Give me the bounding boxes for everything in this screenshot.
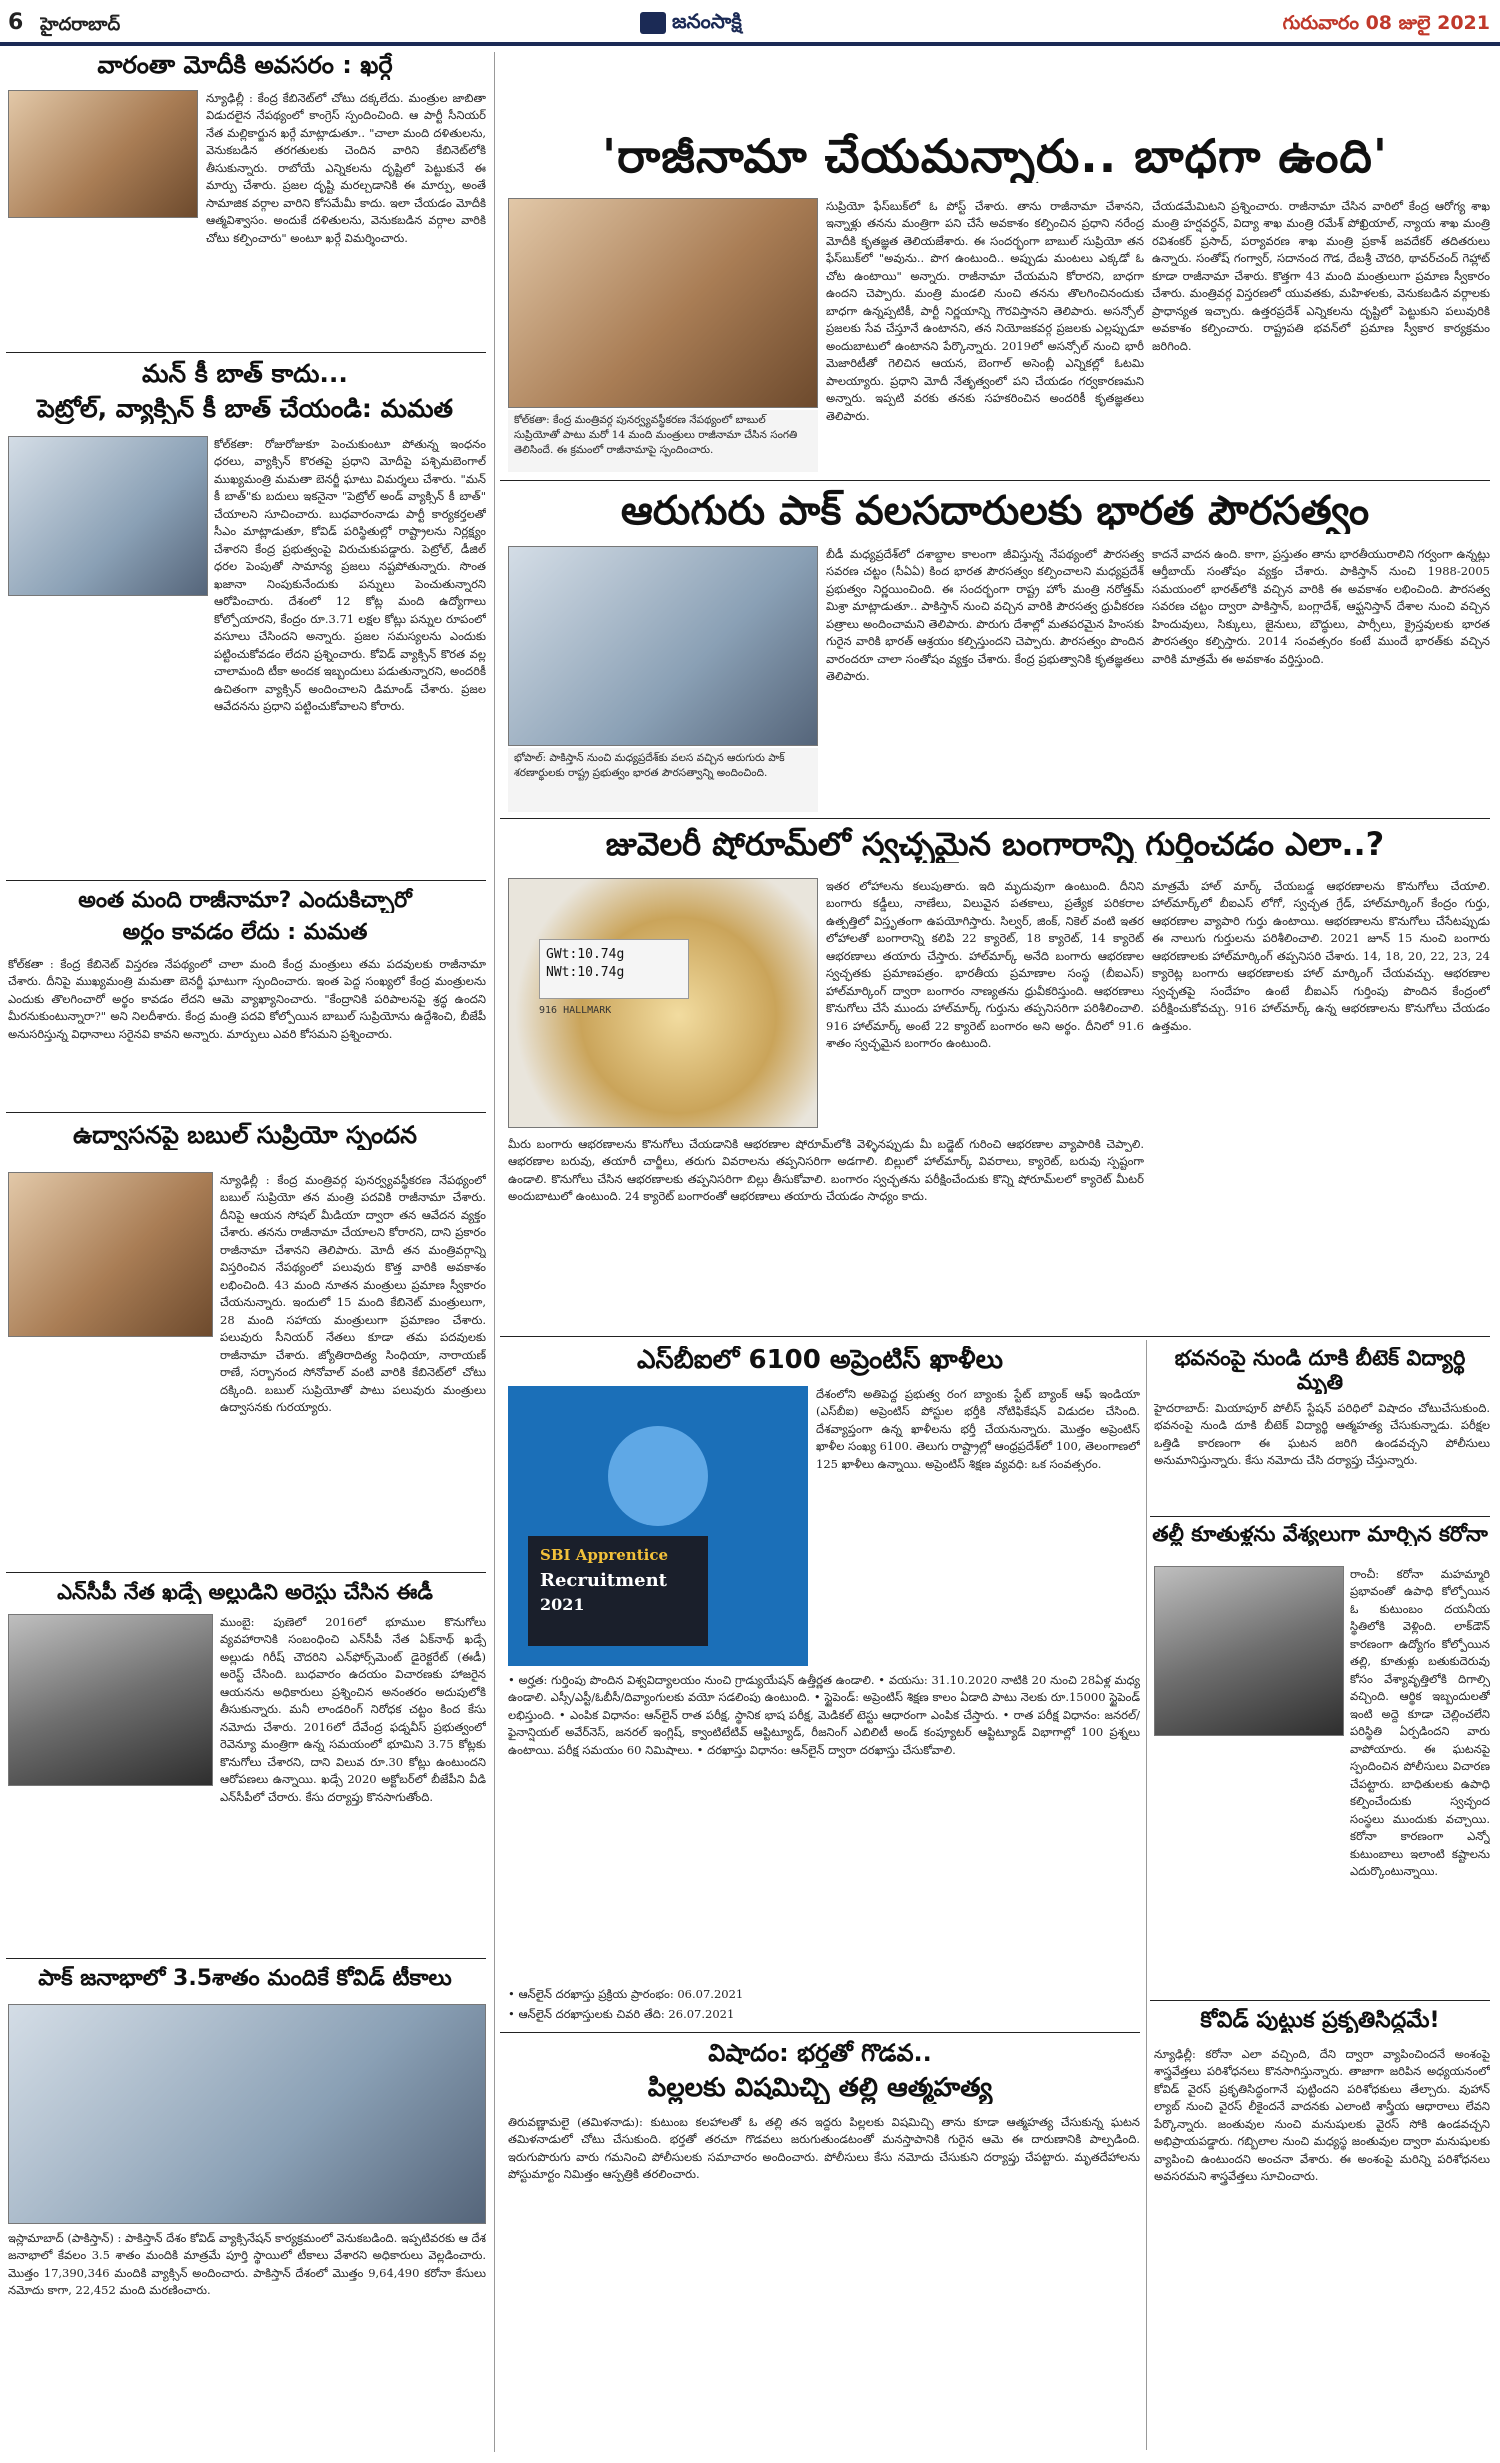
- gold-headline: జువెలరీ షోరూమ్‌లో స్వచ్ఛమైన బంగారాన్ని గుర్తించడం ఎలా..?: [605, 826, 1385, 863]
- sbi-headline: ఎస్‌బీఐలో 6100 అప్రెంటిస్ ఖాళీలు: [636, 1346, 1004, 1375]
- header-rule: [0, 42, 1500, 46]
- page-city: హైదరాబాద్: [40, 14, 121, 35]
- vishadam-body: తిరువణ్ణామలై (తమిళనాడు): కుటుంబ కలహాలతో ఓ తల్లి తన ఇద్దరు పిల్లలకు విషమిచ్చి తాను కూడా ఆత్మహత్య చేసుకున్న ఘటన తమిళనాడులో చోటు చేసుకుంది. భర్తతో తరచూ గొడవలు జరుగుతుండటంతో మనస్తాపానికి గురైన ఆమె ఈ దారుణానికి పాల్పడింది. ఇరుగుపొరుగు వారు గమనించి పోలీసులకు సమాచారం అందించారు. పోలీసులు కేసు నమోదు చేసుకుని దర్యాప్తు చేపట్టారు. మృతదేహాలను పోస్టుమార్టం నిమిత్తం ఆస్పత్రికి తరలించారు.: [508, 2115, 1140, 2182]
- mamata1-headline-2: పెట్రోల్, వ్యాక్సిన్ కీ బాత్ చేయండి: మమత: [37, 395, 453, 423]
- divider: [6, 1958, 486, 1959]
- pak-refugee-body: బీడీ మధ్యప్రదేశ్‌లో దశాబ్దాల కాలంగా జీవిస్తున్న నేపథ్యంలో పౌరసత్వ సవరణ చట్టం (సీఏఏ) కింద భారత పౌరసత్వం కల్పించాలని మధ్యప్రదేశ్ ప్రభుత్వం నిర్ణయించింది. ఈ సందర్భంగా రాష్ట్ర హోం మంత్రి నరోత్తమ్ మిశ్రా మాట్లాడుతూ.. పాకిస్తాన్ నుంచి వచ్చిన వారికి పౌరసత్వ ధ్రువీకరణ పత్రాలు అందించామని తెలిపారు. పొరుగు దేశాల్లో మతపరమైన హింసకు గురైన వారికి భారత్ ఆశ్రయం కల్పిస్తుందని చెప్పారు. పౌరసత్వం పొందిన వారందరూ చాలా సంతోషం వ్యక్తం చేశారు. కేంద్ర ప్రభుత్వానికి కృతజ్ఞతలు తెలిపారు.: [826, 547, 1144, 684]
- mamata1-body: కోల్‌కతా: రోజురోజుకూ పెంచుకుంటూ పోతున్న ఇంధనం ధరలు, వ్యాక్సిన్ కొరతపై ప్రధాని మోదీపై పశ్చిమబెంగాల్ ముఖ్యమంత్రి మమతా బెనర్జీ ఘాటు విమర్శలు చేశారు. "మన్ కీ బాత్‌"కు బదులు ఇకనైనా "పెట్రోల్ అండ్ వ్యాక్సిన్ కీ బాత్" చేయాలని సూచించారు. బుధవారంనాడు పార్టీ కార్యకర్తలతో సీఎం మాట్లాడుతూ, కోవిడ్ పరిస్థితుల్లో రాష్ట్రాలను నిర్లక్ష్యం చేశారని కేంద్ర ప్రభుత్వంపై విరుచుకుపడ్డారు. పెట్రోల్, డీజిల్ ధరల పెంపుతో సామాన్య ప్రజలు నష్టపోతున్నారు. సొంత ఖజానా నింపుకునేందుకు పన్నులు పెంచుతున్నారని ఆరోపించారు. దేశంలో 12 కోట్ల మంది ఉద్యోగాలు కోల్పోయారని, కేంద్రం రూ.3.71 లక్షల కోట్లు పన్నుల రూపంలో వసూలు చేసిందని అన్నారు. ప్రజల సమస్యలను ఎందుకు పట్టించుకోవడం లేదని ప్రశ్నించారు. కోవిడ్ వ్యాక్సిన్ కొరత వల్ల చాలామంది టీకా అందక ఇబ్బందులు పడుతున్నారని, అందరికీ ఉచితంగా వ్యాక్సిన్ అందించాలని డిమాండ్ చేశారు. ప్రజల ఆవేదనను ప్రధాని పట్టించుకోవాలని కోరారు.: [214, 437, 486, 714]
- gold-tag: [539, 939, 689, 999]
- kharge-body: న్యూఢిల్లీ : కేంద్ర కేబినెట్‌లో చోటు దక్కలేదు. మంత్రుల జాబితా విడుదలైన నేపథ్యంలో కాంగ్రెస్ స్పందించింది. ఆ పార్టీ సీనియర్ నేత మల్లికార్జున ఖర్గే మాట్లాడుతూ.. "చాలా మంది దళితులను, వెనుకబడిన తరగతులకు చెందిన వారిని కేబినెట్‌లోకి తీసుకున్నారు. రాబోయే ఎన్నికలను దృష్టిలో పెట్టుకునే ఈ మార్పు చేశారు. ప్రజల దృష్టి మరల్చడానికి ఈ మార్పు, అంతే సామాజిక వర్గాల వారిని కోసమేమీ కాదు. ఇలా చేయడం మోదీకి ఆత్మవిశ్వాసం. అందుకే దళితులను, వెనుకబడిన వర్గాల వారికి చోటు కల్పించారు" అంటూ ఖర్గే విమర్శించారు.: [206, 91, 486, 245]
- khadse-body: ముంబై: పుణెలో 2016లో భూముల కొనుగోలు వ్యవహారానికి సంబంధించి ఎన్‌సీపీ నేత ఏక్‌నాథ్ ఖడ్సే అల్లుడు గిరీష్ చౌదరిని ఎన్‌ఫోర్స్‌మెంట్ డైరెక్టరేట్ (ఈడీ) అరెస్ట్ చేసింది. బుధవారం ఉదయం విచారణకు హాజరైన ఆయనను అధికారులు ప్రశ్నించిన అనంతరం అదుపులోకి తీసుకున్నారు. మనీ లాండరింగ్ నిరోధక చట్టం కింద కేసు నమోదు చేశారు. 2016లో దేవేంద్ర ఫడ్నవీస్ ప్రభుత్వంలో రెవెన్యూ మంత్రిగా ఉన్న సమయంలో భూమిని 3.75 కోట్లకు కొనుగోలు చేశారని, దాని విలువ రూ.30 కోట్లు ఉంటుందని ఆరోపణలు ఉన్నాయి. ఖడ్సే 2020 అక్టోబర్‌లో బీజేపీని వీడి ఎన్‌సీపీలో చేరారు. కేసు దర్యాప్తు కొనసాగుతోంది.: [220, 1615, 486, 1804]
- btech-headline: భవనంపై నుండి దూకి బీటెక్ విద్యార్థి మృతి: [1174, 1346, 1466, 1395]
- divider: [500, 480, 1490, 481]
- kharge-photo: [8, 90, 198, 218]
- sbi-banner-title: [528, 1536, 708, 1646]
- column-rule: [494, 52, 495, 2452]
- pak-vaccine-body: ఇస్లామాబాద్ (పాకిస్తాన్) : పాకిస్తాన్ దేశం కోవిడ్ వ్యాక్సినేషన్ కార్యక్రమంలో వెనుకబడింది. ఇప్పటివరకు ఆ దేశ జనాభాలో కేవలం 3.5 శాతం మందికి మాత్రమే పూర్తి స్థాయిలో టీకాలు వేశారని అధికారులు వెల్లడించారు. మొత్తం 17,390,346 మందికి వ్యాక్సిన్ అందించారు. పాకిస్తాన్ దేశంలో మొత్తం 9,64,490 కరోనా కేసులు నమోదు కాగా, 22,452 మంది మరణించారు.: [8, 2231, 486, 2298]
- mamata-photo: [8, 436, 208, 596]
- pak-refugee-headline: ఆరుగురు పాక్ వలసదారులకు భారత పౌరసత్వం: [620, 488, 1370, 534]
- pak-vaccine-photo: [8, 2004, 486, 2224]
- corona-women-headline: తల్లీ కూతుళ్లను వేశ్యలుగా మార్చిన కరోనా: [1152, 1522, 1488, 1546]
- vishadam-headline-1: విషాదం: భర్తతో గొడవ..: [708, 2040, 932, 2067]
- babul-side-headline: ఉద్వాసనపై బబుల్ సుప్రియో స్పందన: [73, 1122, 417, 1149]
- babul-main-body: సుప్రియో ఫేస్‌బుక్‌లో ఓ పోస్ట్ చేశారు. తాను రాజీనామా చేశానని, ఇన్నాళ్లు తనను మంత్రిగా పని చేసే అవకాశం కల్పించిన ప్రధాని నరేంద్ర మోదీకి కృతజ్ఞత తెలియజేశారు. ఈ సందర్భంగా బాబుల్ సుప్రియో తన ఫేస్‌బుక్‌లో "అవును.. పొగ ఉంటుంది.. అప్పుడు మంటలు ఎక్కడో ఓ చోట ఉంటాయి" అన్నారు. రాజీనామా చేయమని కోరారని, బాధగా ఉందని చెప్పారు. మంత్రి మండలి నుంచి తనను తొలగించినందుకు బాధగా ఉన్నప్పటికీ, పార్టీ నిర్ణయాన్ని గౌరవిస్తానని తెలిపారు. అసన్సోల్ ప్రజలకు సేవ చేస్తూనే ఉంటానని, తన నియోజకవర్గ ప్రజలకు ఎల్లప్పుడూ అందుబాటులో ఉంటానని పేర్కొన్నారు. 2019లో అసన్సోల్ నుంచి భారీ మెజారిటీతో గెలిచిన ఆయన, బెంగాల్ అసెంబ్లీ ఎన్నికల్లో ఓటమి పాలయ్యారు. ప్రధాని మోదీ నేతృత్వంలో పని చేయడం గర్వకారణమని అన్నారు. ఇప్పటి వరకు తనకు సహకరించిన అందరికీ కృతజ్ఞతలు తెలిపారు.: [826, 199, 1144, 423]
- divider: [500, 1336, 1490, 1337]
- babul-main-caption: కోల్‌కతా: కేంద్ర మంత్రివర్గ పునర్వ్యవస్థీకరణ నేపథ్యంలో బాబుల్ సుప్రియోతో పాటు మరో 14 మంది మంత్రులు రాజీనామా చేసిన సంగతి తెలిసిందే. ఈ క్రమంలో రాజీనామాపై స్పందించారు.: [508, 410, 818, 472]
- pak-refugee-body-2: కాదనే వాదన ఉంది. కాగా, ప్రస్తుతం తాను భారతీయురాలిని గర్వంగా ఉన్నట్లు ఆర్తీబాయ్ సంతోషం వ్యక్తం చేశారు. పాకిస్తాన్ నుంచి 1988-2005 సమయంలో భారత్‌లోకి వచ్చిన వారికి ఈ అవకాశం లభించింది. పౌరసత్వ సవరణ చట్టం ద్వారా పాకిస్తాన్, బంగ్లాదేశ్, ఆఫ్ఘనిస్తాన్ దేశాల నుంచి వచ్చిన హిందువులు, సిక్కులు, జైనులు, బౌద్ధులు, పార్సీలు, క్రైస్తవులకు భారత పౌరసత్వం కల్పిస్తారు. 2014 సంవత్సరం కంటే ముందే భారత్‌కు వచ్చిన వారికి మాత్రమే ఈ అవకాశం వర్తిస్తుంది.: [1152, 547, 1490, 666]
- babul-main-photo: [508, 198, 818, 408]
- sbi-banner-line-3: 2021: [540, 1595, 585, 1614]
- covid-origin-body: న్యూఢిల్లీ: కరోనా ఎలా వచ్చింది, దేని ద్వారా వ్యాపించిందనే అంశంపై శాస్త్రవేత్తలు పరిశోధనలు కొనసాగిస్తున్నారు. తాజాగా జరిపిన అధ్యయనంలో కోవిడ్ వైరస్ ప్రకృతిసిద్ధంగానే పుట్టిందని పరిశోధకులు తేల్చారు. వుహాన్ ల్యాబ్ నుంచి వైరస్ లీకైందనే వాదనకు ఎలాంటి శాస్త్రీయ ఆధారాలు లేవని పేర్కొన్నారు. జంతువుల నుంచి మనుషులకు వైరస్ సోకి ఉండవచ్చని అభిప్రాయపడ్డారు. గబ్బిలాల నుంచి మధ్యస్థ జంతువుల ద్వారా మనుషులకు వ్యాపించి ఉంటుందని అంచనా వేశారు. ఈ అంశంపై మరిన్ని పరిశోధనలు అవసరమని శాస్త్రవేత్తలు సూచించారు.: [1154, 2047, 1490, 2184]
- mamata2-body: కోల్‌కతా : కేంద్ర కేబినెట్ విస్తరణ నేపథ్యంలో చాలా మంది కేంద్ర మంత్రులు తమ పదవులకు రాజీనామా చేశారు. దీనిపై ముఖ్యమంత్రి మమతా బెనర్జీ ఘాటుగా స్పందించారు. ఇంత పెద్ద సంఖ్యలో కేంద్ర మంత్రులను ఎందుకు తొలగించారో అర్థం కావడం లేదని ఆమె వ్యాఖ్యానించారు. "కేంద్రానికి పరిపాలనపై శ్రద్ధ ఉందని మీరనుకుంటున్నారా?" అని నిలదీశారు. కేంద్ర మంత్రి పదవి కోల్పోయిన బాబుల్ సుప్రియోను ఉద్దేశించి, బీజేపీ అనుసరిస్తున్న విధానాలు సరైనవి కావని అన్నారు. మార్పులు ఎవరి కోసమని ప్రశ్నించారు.: [8, 957, 486, 1041]
- masthead-title: జనంసాక్షి: [672, 8, 742, 33]
- masthead-logo-icon: [640, 12, 666, 34]
- sbi-logo-icon: [608, 1426, 708, 1526]
- btech-body: హైదరాబాద్: మియాపూర్ పోలీస్ స్టేషన్ పరిధిలో విషాదం చోటుచేసుకుంది. భవనంపై నుండి దూకి బీటెక్ విద్యార్థి ఆత్మహత్య చేసుకున్నాడు. పరీక్షల ఒత్తిడి కారణంగా ఈ ఘటన జరిగి ఉండవచ్చని పోలీసులు అనుమానిస్తున్నారు. కేసు నమోదు చేసి దర్యాప్తు చేస్తున్నారు.: [1154, 1401, 1490, 1468]
- divider: [500, 2032, 1140, 2033]
- sbi-start-date: • ఆన్‌లైన్ దరఖాస్తు ప్రక్రియ ప్రారంభం: 06.07.2021: [508, 1987, 744, 2001]
- gold-body-3: మాత్రమే హాల్ మార్క్ చేయబడ్డ ఆభరణాలను కొనుగోలు చేయాలి. హాల్‌మార్క్‌లో బీఐఎస్ లోగో, స్వచ్ఛత గ్రేడ్, హాల్‌మార్కింగ్ కేంద్రం గుర్తు, ఆభరణాల వ్యాపారి గుర్తు ఉంటాయి. ఆభరణాలను కొనుగోలు చేసేటప్పుడు ఈ నాలుగు గుర్తులను పరిశీలించాలి. 2021 జూన్ 15 నుంచి బంగారు ఆభరణాలకు హాల్‌మార్కింగ్ తప్పనిసరి చేశారు. 14, 18, 20, 22, 23, 24 క్యారెట్ల బంగారు ఆభరణాలకు హాల్ మార్కింగ్ చేయవచ్చు. ఆభరణాల స్వచ్ఛతపై సందేహం ఉంటే బీఐఎస్ గుర్తింపు పొందిన కేంద్రంలో పరీక్షించుకోవచ్చు. 916 హాల్‌మార్క్ ఉన్న ఆభరణాలను కొనుగోలు చేయడం ఉత్తమం.: [1152, 879, 1490, 1033]
- pak-vaccine-headline: పాక్ జనాభాలో 3.5శాతం మందికే కోవిడ్ టీకాలు: [38, 1966, 452, 1991]
- masthead: [640, 8, 880, 38]
- divider: [6, 352, 486, 353]
- divider: [6, 1112, 486, 1113]
- sbi-end-date: • ఆన్‌లైన్ దరఖాస్తులకు చివరి తేది: 26.07.2021: [508, 2007, 735, 2021]
- sbi-banner-line-2: Recruitment: [540, 1570, 667, 1591]
- gold-gwt: GWt:10.74g: [546, 947, 625, 962]
- mamata1-headline-1: మన్ కీ బాత్ కాదు...: [142, 360, 348, 388]
- sbi-body-2: • అర్హత: గుర్తింపు పొందిన విశ్వవిద్యాలయం నుంచి గ్రాడ్యుయేషన్ ఉత్తీర్ణత ఉండాలి. • వయసు: 31.10.2020 నాటికి 20 నుంచి 28ఏళ్ల మధ్య ఉండాలి. ఎస్సీ/ఎస్టీ/ఓబీసీ/దివ్యాంగులకు వయో సడలింపు ఉంటుంది. • స్టైపెండ్: అప్రెంటిస్ శిక్షణ కాలం ఏడాది పాటు నెలకు రూ.15000 స్టైపెండ్ లభిస్తుంది. • ఎంపిక విధానం: ఆన్‌లైన్ రాత పరీక్ష, స్థానిక భాష పరీక్ష, మెడికల్ టెస్టు ఆధారంగా ఎంపిక చేస్తారు. • రాత పరీక్ష విధానం: జనరల్/ఫైనాన్షియల్ అవేర్‌నెస్, జనరల్ ఇంగ్లిష్, క్వాంటిటేటివ్ ఆప్టిట్యూడ్, రీజనింగ్ ఎబిలిటీ అండ్ కంప్యూటర్ ఆప్టిట్యూడ్ విభాగాల్లో 100 ప్రశ్నలు ఉంటాయి. పరీక్ష సమయం 60 నిమిషాలు. • దరఖాస్తు విధానం: ఆన్‌లైన్ ద్వారా దరఖాస్తు చేసుకోవాలి.: [508, 1673, 1140, 1757]
- divider: [6, 1572, 486, 1573]
- babul-main-headline: 'రాజీనామా చేయమన్నారు.. బాధగా ఉంది': [602, 130, 1388, 183]
- kharge-headline: వారంతా మోదీకి అవసరం : ఖర్గే: [97, 52, 393, 79]
- divider: [1150, 1516, 1490, 1517]
- page-date: గురువారం 08 జులై 2021: [1282, 12, 1490, 34]
- babul-main-body-2: చేయడమేమిటని ప్రశ్నించారు. రాజీనామా చేసిన వారిలో కేంద్ర ఆరోగ్య శాఖ మంత్రి హర్షవర్ధన్, విద్యా శాఖ మంత్రి రమేశ్ పోఖ్రియాల్, న్యాయ శాఖ మంత్రి రవిశంకర్ ప్రసాద్, పర్యావరణ శాఖ మంత్రి ప్రకాశ్ జవదేకర్ తదితరులు ఉన్నారు. సంతోష్ గంగ్వార్, సదానంద గౌడ, దేబశ్రీ చౌదరి, థావర్‌చంద్ గెహ్లాట్ కూడా రాజీనామా చేశారు. కొత్తగా 43 మంది మంత్రులుగా ప్రమాణ స్వీకారం చేశారు. మంత్రివర్గ విస్తరణలో యువతకు, మహిళలకు, వెనుకబడిన వర్గాలకు ప్రాధాన్యత ఇచ్చారు. ఉత్తరప్రదేశ్ ఎన్నికలను దృష్టిలో పెట్టుకుని పలువురికి అవకాశం కల్పించారు. రాష్ట్రపతి భవన్‌లో ప్రమాణ స్వీకార కార్యక్రమం జరిగింది.: [1152, 199, 1490, 353]
- pak-refugee-caption: భోపాల్: పాకిస్తాన్ నుంచి మధ్యప్రదేశ్‌కు వలస వచ్చిన ఆరుగురు పాక్ శరణార్థులకు రాష్ట్ర ప్రభుత్వం భారత పౌరసత్వాన్ని అందించింది.: [508, 748, 818, 812]
- gold-chain-photo: [508, 878, 818, 1128]
- khadse-headline: ఎన్‌సీపీ నేత ఖడ్సే అల్లుడిని అరెస్టు చేసిన ఈడీ: [57, 1580, 433, 1604]
- gold-nwt: NWt:10.74g: [546, 964, 625, 980]
- babul-side-body: న్యూఢిల్లీ : కేంద్ర మంత్రివర్గ పునర్వ్యవస్థీకరణ నేపథ్యంలో బబుల్ సుప్రియో తన మంత్రి పదవికి రాజీనామా చేశారు. దీనిపై ఆయన సోషల్ మీడియా ద్వారా తన ఆవేదన వ్యక్తం చేశారు. తనను రాజీనామా చేయాలని కోరారని, దాని ప్రకారం రాజీనామా చేశానని తెలిపారు. మోదీ తన మంత్రివర్గాన్ని విస్తరించిన నేపథ్యంలో పలువురు కొత్త వారికి అవకాశం లభించింది. 43 మంది నూతన మంత్రులు ప్రమాణ స్వీకారం చేయనున్నారు. ఇందులో 15 మంది కేబినెట్ మంత్రులుగా, 28 మంది సహాయ మంత్రులుగా ప్రమాణం చేశారు. పలువురు సీనియర్ నేతలు కూడా తమ పదవులకు రాజీనామా చేశారు. జ్యోతిరాదిత్య సింధియా, నారాయణ్ రాణే, సర్బానంద సోనోవాల్ వంటి వారికి కేబినెట్‌లో చోటు దక్కింది. బబుల్ సుప్రియోతో పాటు పలువురు మంత్రులు ఉద్వాసనకు గురయ్యారు.: [220, 1173, 486, 1415]
- corona-women-photo: [1154, 1566, 1344, 1736]
- sbi-banner-image: [508, 1386, 808, 1666]
- sbi-banner-line-1: SBI Apprentice: [540, 1546, 669, 1564]
- khadse-photo: [8, 1614, 213, 1786]
- column-rule: [1146, 1340, 1147, 2450]
- covid-origin-headline: కోవిడ్ పుట్టుక ప్రకృతిసిద్ధమే!: [1200, 2008, 1440, 2033]
- gold-body-2: మీరు బంగారు ఆభరణాలను కొనుగోలు చేయడానికి ఆభరణాల షోరూమ్‌లోకి వెళ్ళినప్పుడు మీ బడ్జెట్ గురించి ఆభరణాల వ్యాపారికి చెప్పాలి. ఆభరణాల బరువు, తయారీ చార్జీలు, తరుగు వివరాలను తప్పనిసరిగా అడగాలి. బిల్లులో హాల్‌మార్క్ వివరాలు, క్యారెట్, బరువు స్పష్టంగా ఉండాలి. కొనుగోలు చేసిన ఆభరణాలకు తప్పనిసరిగా బిల్లు తీసుకోవాలి. బంగారం స్వచ్ఛతను పరీక్షించేందుకు కొన్ని షోరూమ్‌లలో క్యారెట్ మీటర్ అందుబాటులో ఉంటుంది. 24 క్యారెట్ బంగారంతో ఆభరణాలు తయారు చేయడం సాధ్యం కాదు.: [508, 1137, 1144, 1204]
- vishadam-headline-2: పిల్లలకు విషమిచ్చి తల్లి ఆత్మహత్య: [647, 2074, 993, 2103]
- mamata2-headline-1: అంత మంది రాజీనామా? ఎందుకిచ్చారో: [78, 888, 412, 913]
- divider: [500, 818, 1490, 819]
- babul-side-photo: [8, 1172, 213, 1337]
- page-number: 6: [8, 10, 24, 35]
- gold-body: ఇతర లోహాలను కలుపుతారు. ఇది మృదువుగా ఉంటుంది. దీనిని బంగారు కడ్డీలు, నాణేలు, విలువైన పతకాలు, ప్రత్యేక పరికరాల ఉత్పత్తిలో విస్తృతంగా ఉపయోగిస్తారు. సిల్వర్, జింక్, నికెల్ వంటి ఇతర లోహాలతో బంగారాన్ని కలిపి 22 క్యారెట్, 18 క్యారెట్, 14 క్యారెట్ ఆభరణాలు తయారు చేస్తారు. హాల్‌మార్క్ అనేది బంగారు ఆభరణాల స్వచ్ఛతకు ప్రమాణపత్రం. భారతీయ ప్రమాణాల సంస్థ (బీఐఎస్) హాల్‌మార్కింగ్ ద్వారా బంగారం నాణ్యతను ధ్రువీకరిస్తుంది. ఆభరణాలు కొనుగోలు చేసే ముందు హాల్‌మార్క్ గుర్తును తప్పనిసరిగా పరిశీలించాలి. 916 హాల్‌మార్క్ అంటే 22 క్యారెట్ బంగారం అని అర్థం. దీనిలో 91.6 శాతం స్వచ్ఛమైన బంగారం ఉంటుంది.: [826, 879, 1144, 1051]
- divider: [1150, 2000, 1490, 2001]
- gold-hallmark: 916 HALLMARK: [539, 1005, 612, 1016]
- divider: [6, 880, 486, 881]
- mamata2-headline-2: అర్థం కావడం లేదు : మమత: [122, 920, 368, 945]
- corona-women-body: రాంచీ: కరోనా మహమ్మారి ప్రభావంతో ఉపాధి కోల్పోయిన ఓ కుటుంబం దయనీయ స్థితిలోకి వెళ్లింది. లాక్‌డౌన్ కారణంగా ఉద్యోగం కోల్పోయిన తల్లి, కూతుళ్లు బతుకుదెరువు కోసం వేశ్యావృత్తిలోకి దిగాల్సి వచ్చింది. ఆర్థిక ఇబ్బందులతో ఇంటి అద్దె కూడా చెల్లించలేని పరిస్థితి ఏర్పడిందని వారు వాపోయారు. ఈ ఘటనపై స్పందించిన పోలీసులు విచారణ చేపట్టారు. బాధితులకు ఉపాధి కల్పించేందుకు స్వచ్ఛంద సంస్థలు ముందుకు వచ్చాయి. కరోనా కారణంగా ఎన్నో కుటుంబాలు ఇలాంటి కష్టాలను ఎదుర్కొంటున్నాయి.: [1350, 1567, 1490, 1878]
- pak-refugee-photo: [508, 546, 818, 746]
- sbi-body: దేశంలోని అతిపెద్ద ప్రభుత్వ రంగ బ్యాంకు స్టేట్ బ్యాంక్ ఆఫ్ ఇండియా (ఎస్‌బీఐ) అప్రెంటిస్ పోస్టుల భర్తీకి నోటిఫికేషన్ విడుదల చేసింది. దేశవ్యాప్తంగా ఉన్న ఖాళీలను భర్తీ చేయనున్నారు. మొత్తం అప్రెంటిస్ ఖాళీల సంఖ్య 6100. తెలుగు రాష్ట్రాల్లో ఆంధ్రప్రదేశ్‌లో 100, తెలంగాణలో 125 ఖాళీలు ఉన్నాయి. అప్రెంటిస్ శిక్షణ వ్యవధి: ఒక సంవత్సరం.: [816, 1387, 1140, 1471]
